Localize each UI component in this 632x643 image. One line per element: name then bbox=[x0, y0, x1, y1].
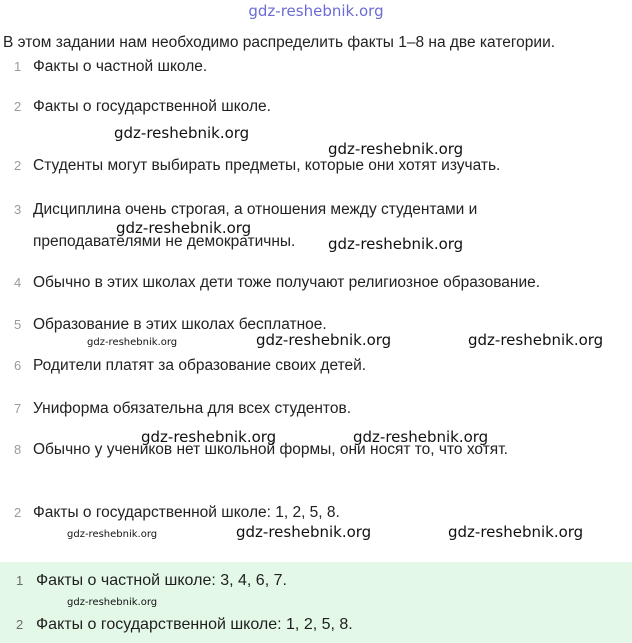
item-text: Факты о частной школе. bbox=[33, 58, 208, 75]
item-text: Обычно у учеников нет школьной формы, они носят то, что хотят. bbox=[33, 441, 508, 458]
watermark: gdz-reshebnik.org bbox=[353, 428, 489, 446]
item-text: Образование в этих школах бесплатное. bbox=[33, 316, 327, 333]
item-text: Факты о государственной школе: 1, 2, 5, 8. bbox=[33, 504, 340, 521]
watermark: gdz-reshebnik.org bbox=[141, 428, 277, 446]
watermark: gdz-reshebnik.org bbox=[328, 235, 464, 253]
item-text: Студенты могут выбирать предметы, которые они хотят изучать. bbox=[33, 157, 501, 174]
item-number: 1 bbox=[14, 59, 22, 74]
watermark: gdz-reshebnik.org bbox=[67, 597, 158, 608]
item-number: 3 bbox=[14, 202, 22, 217]
watermark: gdz-reshebnik.org bbox=[468, 331, 604, 349]
watermark: gdz-reshebnik.org bbox=[87, 337, 178, 348]
watermark: gdz-reshebnik.org bbox=[328, 140, 464, 158]
item-text: Родители платят за образование своих детей. bbox=[33, 357, 367, 374]
item-number: 1 bbox=[16, 573, 24, 588]
item-text: Факты о государственной школе: 1, 2, 5, 8. bbox=[36, 616, 353, 633]
item-number: 2 bbox=[14, 99, 22, 114]
item-text: Обычно в этих школах дети тоже получают религиозное образование. bbox=[33, 274, 541, 291]
watermark: gdz-reshebnik.org bbox=[448, 523, 584, 541]
watermark: gdz-reshebnik.org bbox=[236, 523, 372, 541]
intro-text: В этом задании нам необходимо распределить факты 1–8 на две категории. bbox=[3, 34, 556, 51]
item-number: 5 bbox=[14, 317, 22, 332]
item-number: 2 bbox=[14, 158, 22, 173]
watermark: gdz-reshebnik.org bbox=[116, 219, 252, 237]
item-number: 2 bbox=[14, 505, 22, 520]
item-text: Униформа обязательна для всех студентов. bbox=[33, 400, 352, 417]
item-text: преподавателями не демократичны. bbox=[33, 233, 296, 250]
item-number: 8 bbox=[14, 442, 22, 457]
item-number: 6 bbox=[14, 358, 22, 373]
item-text: Факты о государственной школе. bbox=[33, 98, 271, 115]
item-text: Дисциплина очень строгая, а отношения между студентами и bbox=[33, 201, 478, 218]
watermark: gdz-reshebnik.org bbox=[114, 124, 250, 142]
item-text: Факты о частной школе: 3, 4, 6, 7. bbox=[36, 572, 287, 589]
watermark: gdz-reshebnik.org bbox=[256, 331, 392, 349]
header-watermark: gdz-reshebnik.org bbox=[248, 2, 384, 20]
item-number: 4 bbox=[14, 275, 22, 290]
item-number: 7 bbox=[14, 401, 22, 416]
item-number: 2 bbox=[16, 617, 24, 632]
watermark: gdz-reshebnik.org bbox=[67, 529, 158, 540]
